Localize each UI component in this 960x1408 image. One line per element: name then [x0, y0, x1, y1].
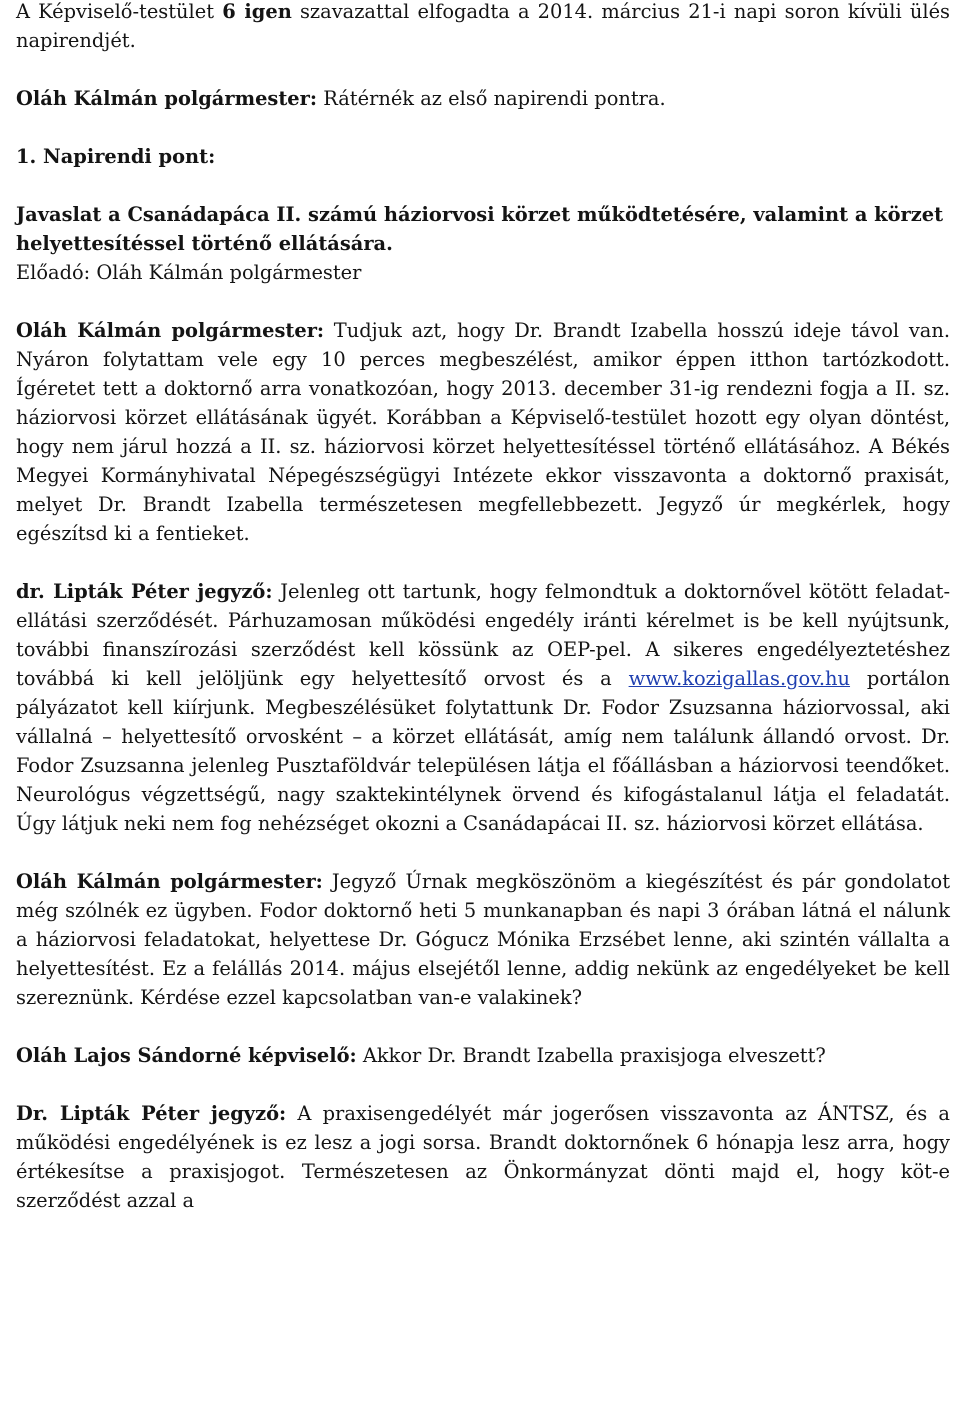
vote-paragraph — [16, 0, 950, 55]
mayor-statement-3 — [16, 867, 950, 1012]
vote-count: 6 igen — [222, 0, 292, 23]
statement-text: Tudjuk azt, hogy Dr. Brandt Izabella hosszú ideje távol van. Nyáron folytattam vele egy 10 perces megbeszélést, amikor éppen itthon tartózkodott. Ígéretet tett a doktornő arra vonatkozóan, hogy 2013. december 31-ig rendezni fogja a II. sz. háziorvosi körzet ellátásának ügyét. Korábban a Képviselő-testület hozott egy olyan döntést, hogy nem járul hozzá a II. sz. háziorvosi körzet helyettesítéssel történő ellátásához. A Békés Megyei Kormányhivatal Népegészségügyi Intézete ekkor visszavonta a doktornő praxisát, melyet Dr. Brandt Izabella természetesen megfellebbezett. Jegyző úr megkérlek, hogy egészítsd ki a fentieket. — [16, 319, 950, 545]
representative-question — [16, 1041, 950, 1070]
statement-text: Akkor Dr. Brandt Izabella praxisjoga elveszett? — [356, 1044, 826, 1067]
mayor-statement-1 — [16, 84, 950, 113]
statement-text: Jelenleg ott tartunk, hogy felmondtuk a doktornővel kötött feladat-ellátási szerződését. Párhuzamosan működési engedély iránti kérelmet is be kell nyújtsunk, további finanszírozási szerződést kell kössünk az OEP-pel. A sikeres engedélyeztetéshez továbbá ki kell jelöljünk egy helyettesítő orvost és a — [16, 580, 950, 690]
statement-text: portálon pályázatot kell kiírjunk. Megbeszélésüket folytattunk Dr. Fodor Zsuzsanna háziorvossal, aki vállalná – helyettesítő orvosként – a körzet ellátását, amíg nem találunk állandó orvost. Dr. Fodor Zsuzsanna jelenleg Pusztaföldvár településen látja el főállásban a háziorvosi teendőket. Neurológus végzettségű, nagy szaktekintélynek örvend és kifogástalanul látja el feladatát. Úgy látjuk neki nem fog nehézséget okozni a Csanádapácai II. sz. háziorvosi körzet ellátása. — [16, 667, 950, 835]
agenda-heading: 1. Napirendi pont: — [16, 145, 216, 168]
speaker-mayor: Oláh Kálmán polgármester: — [16, 87, 318, 110]
speaker-mayor: Oláh Kálmán polgármester: — [16, 319, 325, 342]
agenda-title: Javaslat a Csanádapáca II. számú háziorvosi körzet működtetésére, valamint a körzet helyettesítéssel történő ellátására. — [16, 203, 944, 255]
notary-statement-2 — [16, 1099, 950, 1215]
vote-text-start: A Képviselő-testület — [16, 0, 223, 23]
notary-statement-1 — [16, 577, 950, 838]
statement-text: Jegyző Úrnak megköszönöm a kiegészítést és pár gondolatot még szólnék ez ügyben. Fodor doktornő heti 5 munkanapban és napi 3 órában látná el nálunk a háziorvosi feladatokat, helyettese Dr. Gógucz Mónika Erzsébet lenne, aki szintén vállalta a helyettesítést. Ez a felállás 2014. május elsejétől lenne, addig nekünk az engedélyeket be kell szereznünk. Kérdése ezzel kapcsolatban van-e valakinek? — [16, 870, 950, 1009]
kozigallas-link[interactable]: www.kozigallas.gov.hu — [628, 667, 851, 690]
statement-text: Rátérnék az első napirendi pontra. — [317, 87, 666, 110]
vote-text-end: szavazattal elfogadta a 2014. március 21-i napi soron kívüli ülés napirendjét. — [16, 0, 950, 52]
speaker-mayor: Oláh Kálmán polgármester: — [16, 870, 323, 893]
speaker-notary: dr. Lipták Péter jegyző: — [16, 580, 273, 603]
mayor-statement-2 — [16, 316, 950, 548]
statement-text: A praxisengedélyét már jogerősen visszavonta az ÁNTSZ, és a működési engedélyének is ez lesz a jogi sorsa. Brandt doktornőnek 6 hónapja lesz arra, hogy értékesítse a praxisjogot. Természetesen az Önkormányzat dönti majd el, hogy köt-e szerződést azzal a — [16, 1102, 950, 1212]
agenda-presenter: Előadó: Oláh Kálmán polgármester — [16, 261, 362, 284]
speaker-representative: Oláh Lajos Sándorné képviselő: — [16, 1044, 357, 1067]
speaker-notary: Dr. Lipták Péter jegyző: — [16, 1102, 287, 1125]
